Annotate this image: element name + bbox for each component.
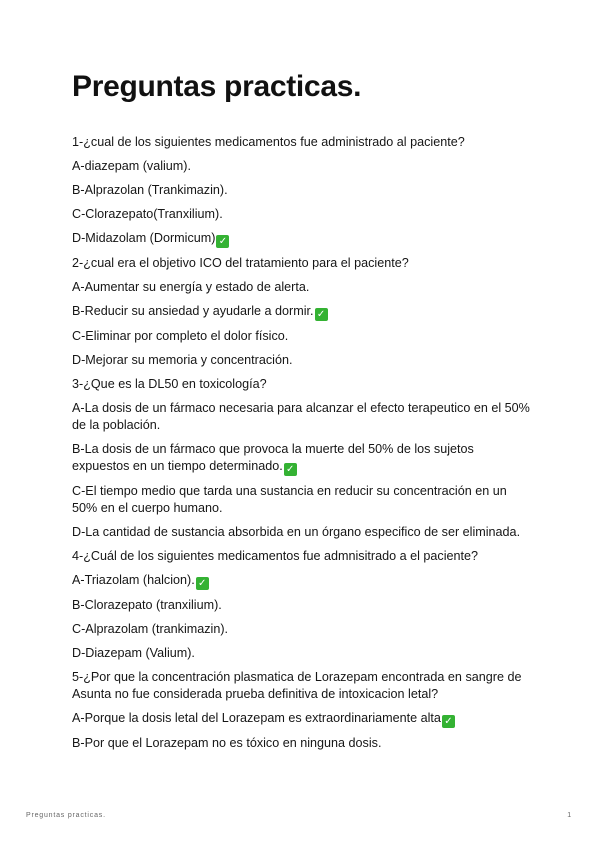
text-line: [72, 352, 532, 369]
line-text: B-Por que el Lorazepam no es tóxico en ninguna dosis.: [72, 736, 382, 750]
text-line: [72, 230, 532, 248]
line-text: D-Mejorar su memoria y concentración.: [72, 353, 293, 367]
line-text: D-Midazolam (Dormicum): [72, 231, 216, 245]
text-line: [72, 206, 532, 223]
text-line: [72, 279, 532, 296]
text-line: [72, 158, 532, 175]
text-line: [72, 328, 532, 345]
text-line: [72, 548, 532, 565]
text-line: [72, 645, 532, 662]
line-text: C-El tiempo medio que tarda una sustancia en reducir su concentración en un 50% en el cuerpo humano.: [72, 484, 507, 515]
line-text: C-Clorazepato(Tranxilium).: [72, 207, 223, 221]
line-text: B-Alprazolan (Trankimazin).: [72, 183, 228, 197]
line-text: A-Aumentar su energía y estado de alerta.: [72, 280, 310, 294]
text-line: [72, 669, 532, 703]
line-text: D-Diazepam (Valium).: [72, 646, 195, 660]
check-mark-icon: ✓: [442, 715, 455, 728]
line-text: C-Alprazolam (trankimazin).: [72, 622, 229, 636]
line-text: B-Clorazepato (tranxilium).: [72, 598, 222, 612]
check-mark-icon: ✓: [315, 308, 328, 321]
text-line: [72, 182, 532, 199]
text-line: [72, 597, 532, 614]
text-line: [72, 710, 532, 728]
line-text: B-La dosis de un fármaco que provoca la muerte del 50% de los sujetos expuestos en un tiempo determinado.: [72, 442, 474, 473]
text-line: [72, 134, 532, 151]
line-text: 5-¿Por que la concentración plasmatica de Lorazepam encontrada en sangre de Asunta no fue considerada prueba definitiva de intoxicacion letal?: [72, 670, 522, 701]
text-line: [72, 524, 532, 541]
line-text: A-Triazolam (halcion).: [72, 573, 195, 587]
text-line: [72, 376, 532, 393]
text-line: [72, 572, 532, 590]
page-footer: [26, 812, 572, 819]
page-number: 1: [567, 812, 572, 819]
check-mark-icon: ✓: [196, 577, 209, 590]
line-text: 1-¿cual de los siguientes medicamentos fue administrado al paciente?: [72, 135, 465, 149]
line-text: C-Eliminar por completo el dolor físico.: [72, 329, 289, 343]
text-line: [72, 735, 532, 752]
text-line: [72, 303, 532, 321]
page-title: Preguntas practicas.: [72, 70, 362, 103]
text-line: [72, 441, 532, 476]
text-line: [72, 621, 532, 638]
check-mark-icon: ✓: [284, 463, 297, 476]
line-text: A-diazepam (valium).: [72, 159, 191, 173]
line-text: A-La dosis de un fármaco necesaria para alcanzar el efecto terapeutico en el 50% de la población.: [72, 401, 530, 432]
line-text: 3-¿Que es la DL50 en toxicología?: [72, 377, 267, 391]
text-line: [72, 255, 532, 272]
line-text: 2-¿cual era el objetivo ICO del tratamiento para el paciente?: [72, 256, 409, 270]
line-text: D-La cantidad de sustancia absorbida en un órgano especifico de ser eliminada.: [72, 525, 521, 539]
line-text: 4-¿Cuál de los siguientes medicamentos fue admnisitrado a el paciente?: [72, 549, 479, 563]
check-mark-icon: ✓: [216, 235, 229, 248]
footer-label: Preguntas practicas.: [26, 812, 106, 819]
text-line: [72, 400, 532, 434]
line-text: A-Porque la dosis letal del Lorazepam es extraordinariamente alta: [72, 711, 441, 725]
line-text: B-Reducir su ansiedad y ayudarle a dormir.: [72, 304, 314, 318]
question-list: [72, 134, 532, 759]
text-line: [72, 483, 532, 517]
